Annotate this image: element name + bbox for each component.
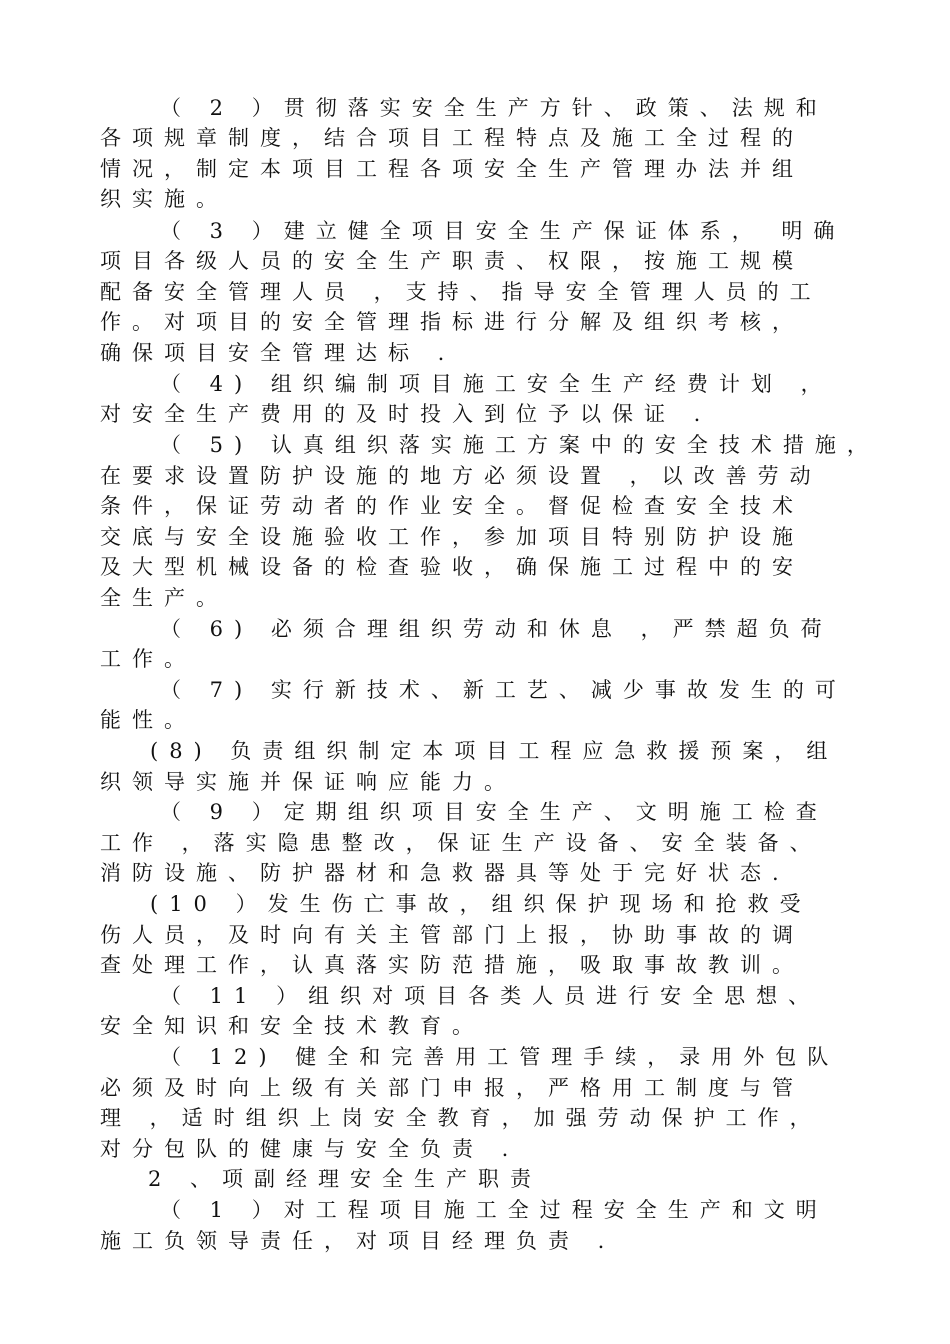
text-line: 项目各级人员的安全生产职责、权限，按施工规模 (100, 249, 804, 273)
text-line: 及大型机械设备的检查验收，确保施工过程中的安 (100, 555, 804, 579)
text-line: 作。对项目的安全管理指标进行分解及组织考核， (100, 310, 804, 334)
text-line: 安全知识和安全技术教育。 (100, 1014, 484, 1038)
text-line: （ 6) 必须合理组织劳动和休息 ，严禁超负荷 (160, 617, 833, 641)
text-line: 查处理工作，认真落实防范措施，吸取事故教训。 (100, 953, 804, 977)
text-line: 各项规章制度，结合项目工程特点及施工全过程的 (100, 126, 804, 150)
text-line: 交底与安全设施验收工作，参加项目特别防护设施 (100, 525, 804, 549)
text-line: 工作。 (100, 647, 196, 671)
text-line: 能性。 (100, 708, 196, 732)
text-line: （ 5) 认真组织落实施工方案中的安全技术措施， (160, 433, 879, 457)
text-line: （ 2 ）贯彻落实安全生产方针、政策、法规和 (160, 96, 828, 120)
text-line: 织领导实施并保证响应能力。 (100, 770, 516, 794)
text-line: （ 7) 实行新技术、新工艺、减少事故发生的可 (160, 678, 847, 702)
text-line: (10 ）发生伤亡事故，组织保护现场和抢救受 (150, 892, 812, 916)
text-line: 全生产。 (100, 586, 228, 610)
text-line: 织实施。 (100, 187, 228, 211)
text-line: 伤人员，及时向有关主管部门上报，协助事故的调 (100, 923, 804, 947)
text-line: 配备安全管理人员 ，支持、指导安全管理人员的工 (100, 280, 822, 304)
text-line: 理 ，适时组织上岗安全教育，加强劳动保护工作， (100, 1106, 822, 1130)
text-line: （ 1 ）对工程项目施工全过程安全生产和文明 (160, 1198, 828, 1222)
text-line: 确保项目安全管理达标 . (100, 341, 456, 365)
text-line: 条件，保证劳动者的作业安全。督促检查安全技术 (100, 494, 804, 518)
text-line: （ 3 ）建立健全项目安全生产保证体系， 明确 (160, 219, 846, 243)
text-line: 对分包队的健康与安全负责 . (100, 1137, 520, 1161)
text-line: （ 11 ）组织对项目各类人员进行安全思想、 (160, 984, 821, 1008)
text-line: 对安全生产费用的及时投入到位予以保证 . (100, 402, 712, 426)
text-line: 必须及时向上级有关部门申报，严格用工制度与管 (100, 1076, 804, 1100)
text-line: （ 12) 健全和完善用工管理手续，录用外包队 (160, 1045, 840, 1069)
text-line: 工作 ，落实隐患整改，保证生产设备、安全装备、 (100, 831, 822, 855)
text-line: 施工负领导责任，对项目经理负责 . (100, 1229, 616, 1253)
text-line: （ 4) 组织编制项目施工安全生产经费计划 ， (160, 372, 833, 396)
text-line: (8) 负责组织制定本项目工程应急救援预案，组 (150, 739, 839, 763)
text-line: 情况，制定本项目工程各项安全生产管理办法并组 (100, 157, 804, 181)
text-line: 消防设施、防护器材和急救器具等处于完好状态. (100, 861, 790, 885)
text-line: 在要求设置防护设施的地方必须设置 ，以改善劳动 (100, 464, 822, 488)
section-heading: 2 、项副经理安全生产职责 (148, 1167, 543, 1191)
text-line: （ 9 ）定期组织项目安全生产、文明施工检查 (160, 800, 828, 824)
